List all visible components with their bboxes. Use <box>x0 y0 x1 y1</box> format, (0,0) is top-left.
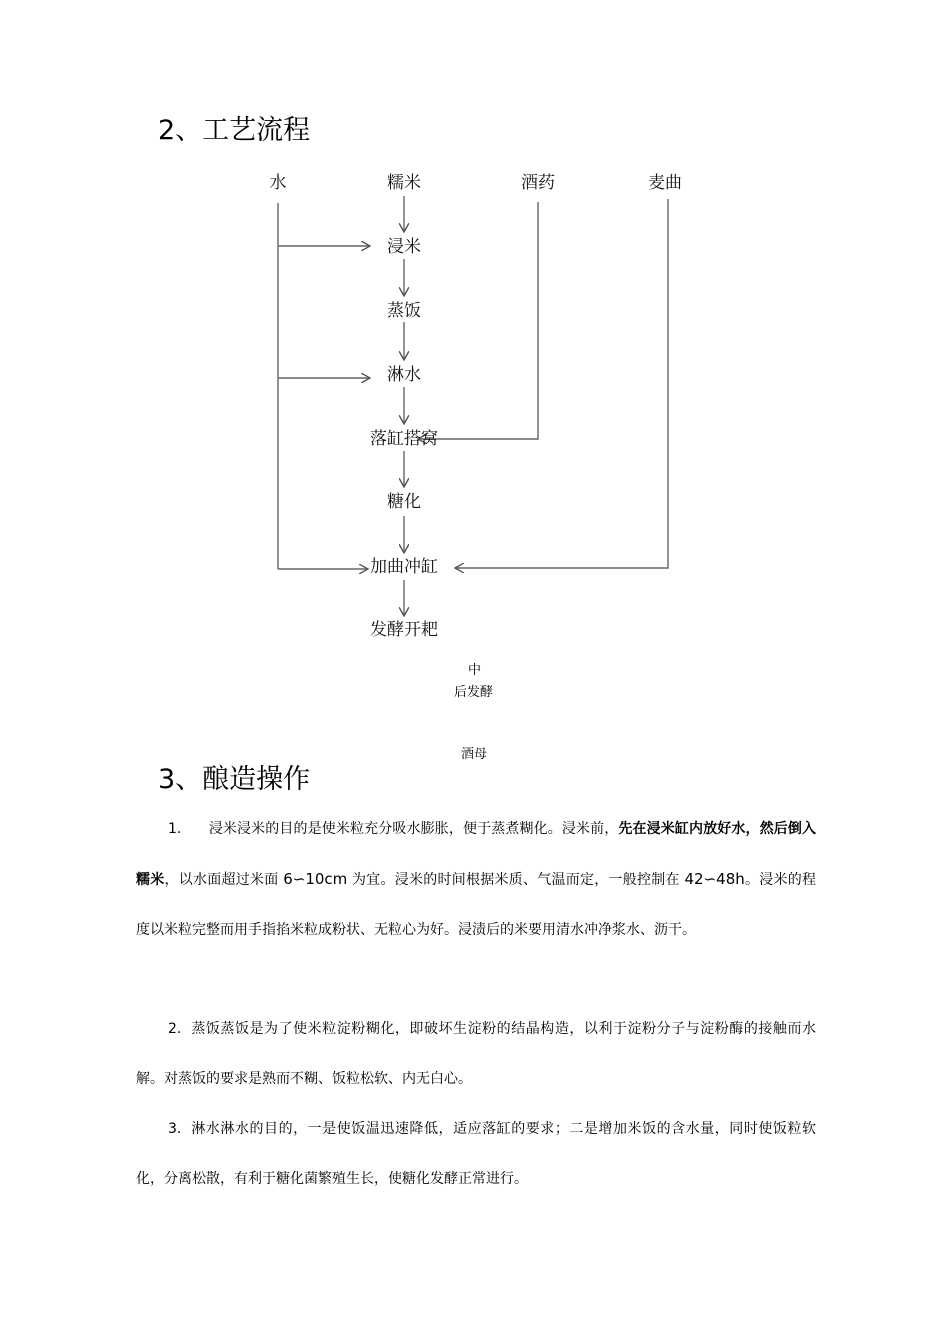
source-yeast: 酒药 <box>521 173 555 193</box>
paragraph-number: 2. <box>168 1021 182 1037</box>
paragraph-soaking <box>136 804 816 955</box>
paragraph-text: 浸米浸米的目的是使米粒充分吸水膨胀，便于蒸煮糊化。浸米前， <box>208 821 619 837</box>
note-houfajiao: 后发酵 <box>454 685 494 700</box>
step-rinse: 淋水 <box>387 365 421 385</box>
source-rice: 糯米 <box>387 173 421 193</box>
paragraph-rinsing <box>136 1104 816 1204</box>
arrow-wheat-to-addqu <box>455 199 668 568</box>
section-title-brewing: 3、酿造操作 <box>158 764 311 795</box>
paragraph-number: 1. <box>168 821 182 837</box>
process-flowchart <box>0 0 950 660</box>
paragraph-text: 淋水淋水的目的，一是使饭温迅速降低，适应落缸的要求；二是增加米饭的含水量，同时使饭粒软化，分离松散，有利于糖化菌繁殖生长，使糖化发酵正常进行。 <box>136 1121 816 1187</box>
section-title-process: 2、工艺流程 <box>158 115 311 146</box>
step-vat: 落缸搭窝 <box>370 429 438 449</box>
source-water: 水 <box>269 173 287 193</box>
measurement: 6∽10cm <box>283 870 348 888</box>
step-addqu: 加曲冲缸 <box>370 557 438 577</box>
bold-emphasis: 先在浸米缸内放好水，然后倒入糯米 <box>136 821 817 888</box>
measurement: 42∽48h <box>684 870 745 888</box>
step-soak: 浸米 <box>387 237 421 257</box>
note-jiumu: 酒母 <box>461 747 488 762</box>
step-steam: 蒸饭 <box>387 301 421 321</box>
paragraph-steaming <box>136 1004 816 1104</box>
paragraph-text: 蒸饭蒸饭是为了使米粒淀粉糊化，即破坏生淀粉的结晶构造，以利于淀粉分子与淀粉酶的接触而水解。对蒸饭的要求是熟而不糊、饭粒松软、内无白心。 <box>136 1021 816 1087</box>
source-wheat: 麦曲 <box>648 173 682 193</box>
note-zhong: 中 <box>468 663 482 678</box>
step-saccharify: 糖化 <box>387 492 421 512</box>
paragraph-text: ，以水面超过米面 <box>164 872 279 888</box>
paragraph-number: 3. <box>168 1121 182 1137</box>
paragraph-text: 为宜。浸米的时间根据米质、气温而定，一般控制在 <box>352 872 680 888</box>
paragraph-text: 。浸米的程度以米粒完整而用手指掐米粒成粉状、无粒心为好。浸渍后的米要用清水冲净浆水、沥干。 <box>136 872 817 938</box>
arrow-yeast-to-vat <box>418 202 538 439</box>
step-ferment: 发酵开耙 <box>370 620 438 640</box>
